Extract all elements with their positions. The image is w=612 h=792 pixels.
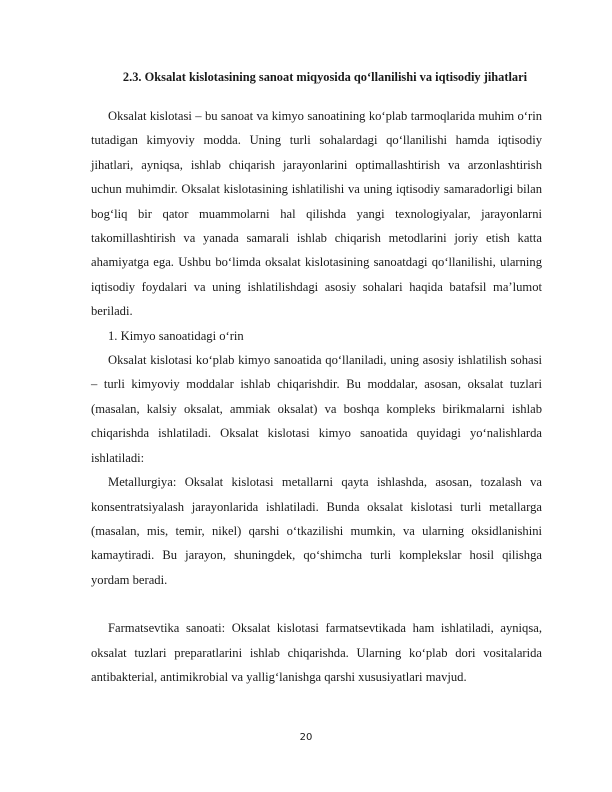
paragraph-gap xyxy=(91,592,542,616)
intro-paragraph: Oksalat kislotasi – bu sanoat va kimyo sanoatining ko‘plab tarmoqlarida muhim o‘rin tutadigan kimyoviy modda. Uning turli sohalardagi qo‘llanilishi hamda iqtisodiy jihatlari, ayniqsa, ishlab chiqarish jarayonlarini optimallashtirish va arzonlashtirish uchun muhimdir. Oksalat kislotasining ishlatilishi va uning iqtisodiy samaradorligi bilan bog‘liq bir qator muammolarni hal qilishda yangi texnologiyalar, jarayonlarni takomillashtirish va yanada samarali ishlab chiqarish metodlarini joriy etish katta ahamiyatga ega. Ushbu bo‘limda oksalat kislotasining sanoatdagi qo‘llanilishi, ularning iqtisodiy foydalari va uning ishlatilishdagi asosiy sohalari haqida batafsil ma’lumot beriladi. xyxy=(91,109,542,319)
section-title: 2.3. Oksalat kislotasining sanoat miqyosida qo‘llanilishi va iqtisodiy jihatlari xyxy=(122,70,528,84)
metallurgy-paragraph: Metallurgiya: Oksalat kislotasi metallarni qayta ishlashda, asosan, tozalash va konsentratsiyalash jarayonlarida ishlatiladi. Bunda oksalat kislotasi turli metallarga (masalan, mis, temir, nikel) qarshi o‘tkazilishi mumkin, va ularning oksidlanishini kamaytiradi. Bu jarayon, shuningdek, qo‘shimcha turli komplekslar hosil qilishga yordam beradi. xyxy=(91,475,542,587)
subheading-chemical-industry: 1. Kimyo sanoatidagi o‘rin xyxy=(108,328,244,343)
pharmaceutical-paragraph: Farmatsevtika sanoati: Oksalat kislotasi farmatsevtikada ham ishlatiladi, ayniqsa, oksalat tuzlari preparatlarini ishlab chiqarishda. Ularning ko‘plab dori vositalarida antibakterial, antimikrobial va yallig‘lanishga qarshi xususiyatlari mavjud. xyxy=(91,621,542,684)
body-text xyxy=(91,104,542,689)
page-number: 20 xyxy=(299,732,313,743)
chemical-industry-paragraph: Oksalat kislotasi ko‘plab kimyo sanoatida qo‘llaniladi, uning asosiy ishlatilish sohasi – turli kimyoviy moddalar ishlab chiqarishdir. Bu moddalar, asosan, oksalat tuzlari (masalan, kalsiy oksalat, ammiak oksalat) va boshqa kompleks birikmalarni ishlab chiqarishda ishlatiladi. Oksalat kislotasi kimyo sanoatida quyidagi yo‘nalishlarda ishlatiladi: xyxy=(91,353,542,465)
